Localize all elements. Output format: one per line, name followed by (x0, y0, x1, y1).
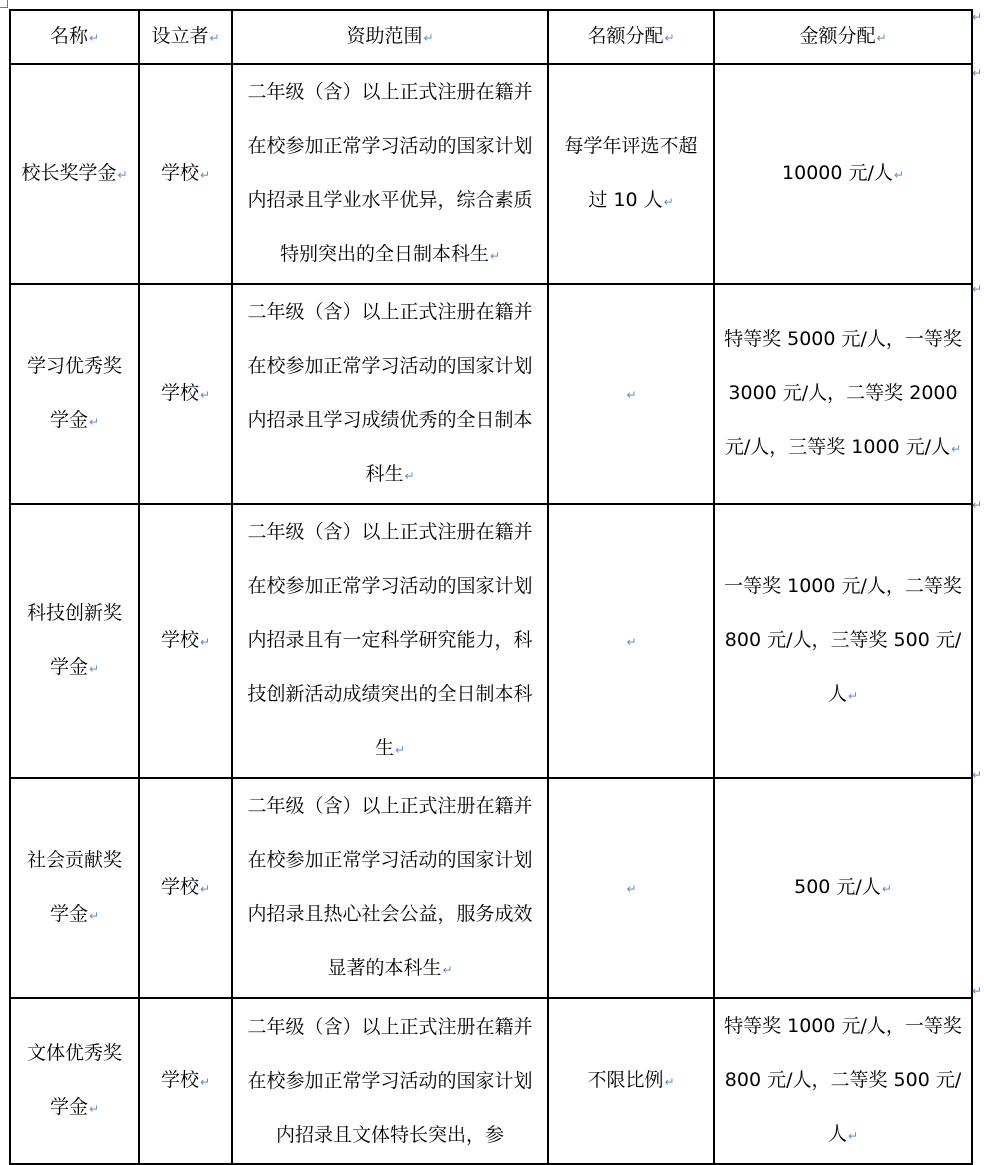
cell-name: 社会贡献奖学金↵ (10, 778, 139, 998)
cell-name: 文体优秀奖学金↵ (10, 998, 139, 1164)
cell-quota: ↵ (548, 504, 714, 778)
table-row (10, 778, 972, 998)
cell-founder: 学校↵ (139, 778, 232, 998)
cell-quota: 每学年评选不超过 10 人↵ (548, 64, 714, 284)
table-row (10, 998, 972, 1164)
cell-amount: 特等奖 5000 元/人，一等奖 3000 元/人，二等奖 2000 元/人，三等奖 1000 元/人↵ (714, 284, 972, 504)
cell-amount: 500 元/人↵ (714, 778, 972, 998)
cell-founder: 学校↵ (139, 998, 232, 1164)
cell-quota: ↵ (548, 284, 714, 504)
document-corner-mark (0, 0, 8, 8)
cell-name: 学习优秀奖学金↵ (10, 284, 139, 504)
cell-amount: 特等奖 1000 元/人，一等奖 800 元/人，二等奖 500 元/人↵ (714, 998, 972, 1164)
cell-founder: 学校↵ (139, 64, 232, 284)
header-quota: 名额分配↵ (548, 10, 714, 64)
cell-founder: 学校↵ (139, 284, 232, 504)
header-founder: 设立者↵ (139, 10, 232, 64)
cell-scope: 二年级（含）以上正式注册在籍并在校参加正常学习活动的国家计划内招录且学业水平优异，综合素质特别突出的全日制本科生↵ (232, 64, 548, 284)
cell-amount: 10000 元/人↵ (714, 64, 972, 284)
table-row (10, 504, 972, 778)
cell-scope: 二年级（含）以上正式注册在籍并在校参加正常学习活动的国家计划内招录且热心社会公益，服务成效显著的本科生↵ (232, 778, 548, 998)
cell-scope: 二年级（含）以上正式注册在籍并在校参加正常学习活动的国家计划内招录且学习成绩优秀的全日制本科生↵ (232, 284, 548, 504)
row-end-mark: ↵ (971, 498, 982, 512)
cell-quota: 不限比例↵ (548, 998, 714, 1164)
row-end-mark: ↵ (971, 984, 982, 998)
header-name: 名称↵ (10, 10, 139, 64)
cell-scope: 二年级（含）以上正式注册在籍并在校参加正常学习活动的国家计划内招录且文体特长突出，参 (232, 998, 548, 1164)
table-header-row (10, 10, 972, 64)
row-end-mark: ↵ (971, 66, 982, 80)
scholarship-table (9, 9, 973, 1165)
cell-name: 校长奖学金↵ (10, 64, 139, 284)
header-scope: 资助范围↵ (232, 10, 548, 64)
table-row (10, 284, 972, 504)
row-end-mark: ↵ (971, 10, 982, 24)
cell-amount: 一等奖 1000 元/人，二等奖 800 元/人，三等奖 500 元/人↵ (714, 504, 972, 778)
cell-scope: 二年级（含）以上正式注册在籍并在校参加正常学习活动的国家计划内招录且有一定科学研究能力，科技创新活动成绩突出的全日制本科生↵ (232, 504, 548, 778)
cell-founder: 学校↵ (139, 504, 232, 778)
header-amount: 金额分配↵ (714, 10, 972, 64)
cell-name: 科技创新奖学金↵ (10, 504, 139, 778)
cell-quota: ↵ (548, 778, 714, 998)
row-end-mark: ↵ (971, 282, 982, 296)
row-end-mark: ↵ (971, 768, 982, 782)
table-row (10, 64, 972, 284)
